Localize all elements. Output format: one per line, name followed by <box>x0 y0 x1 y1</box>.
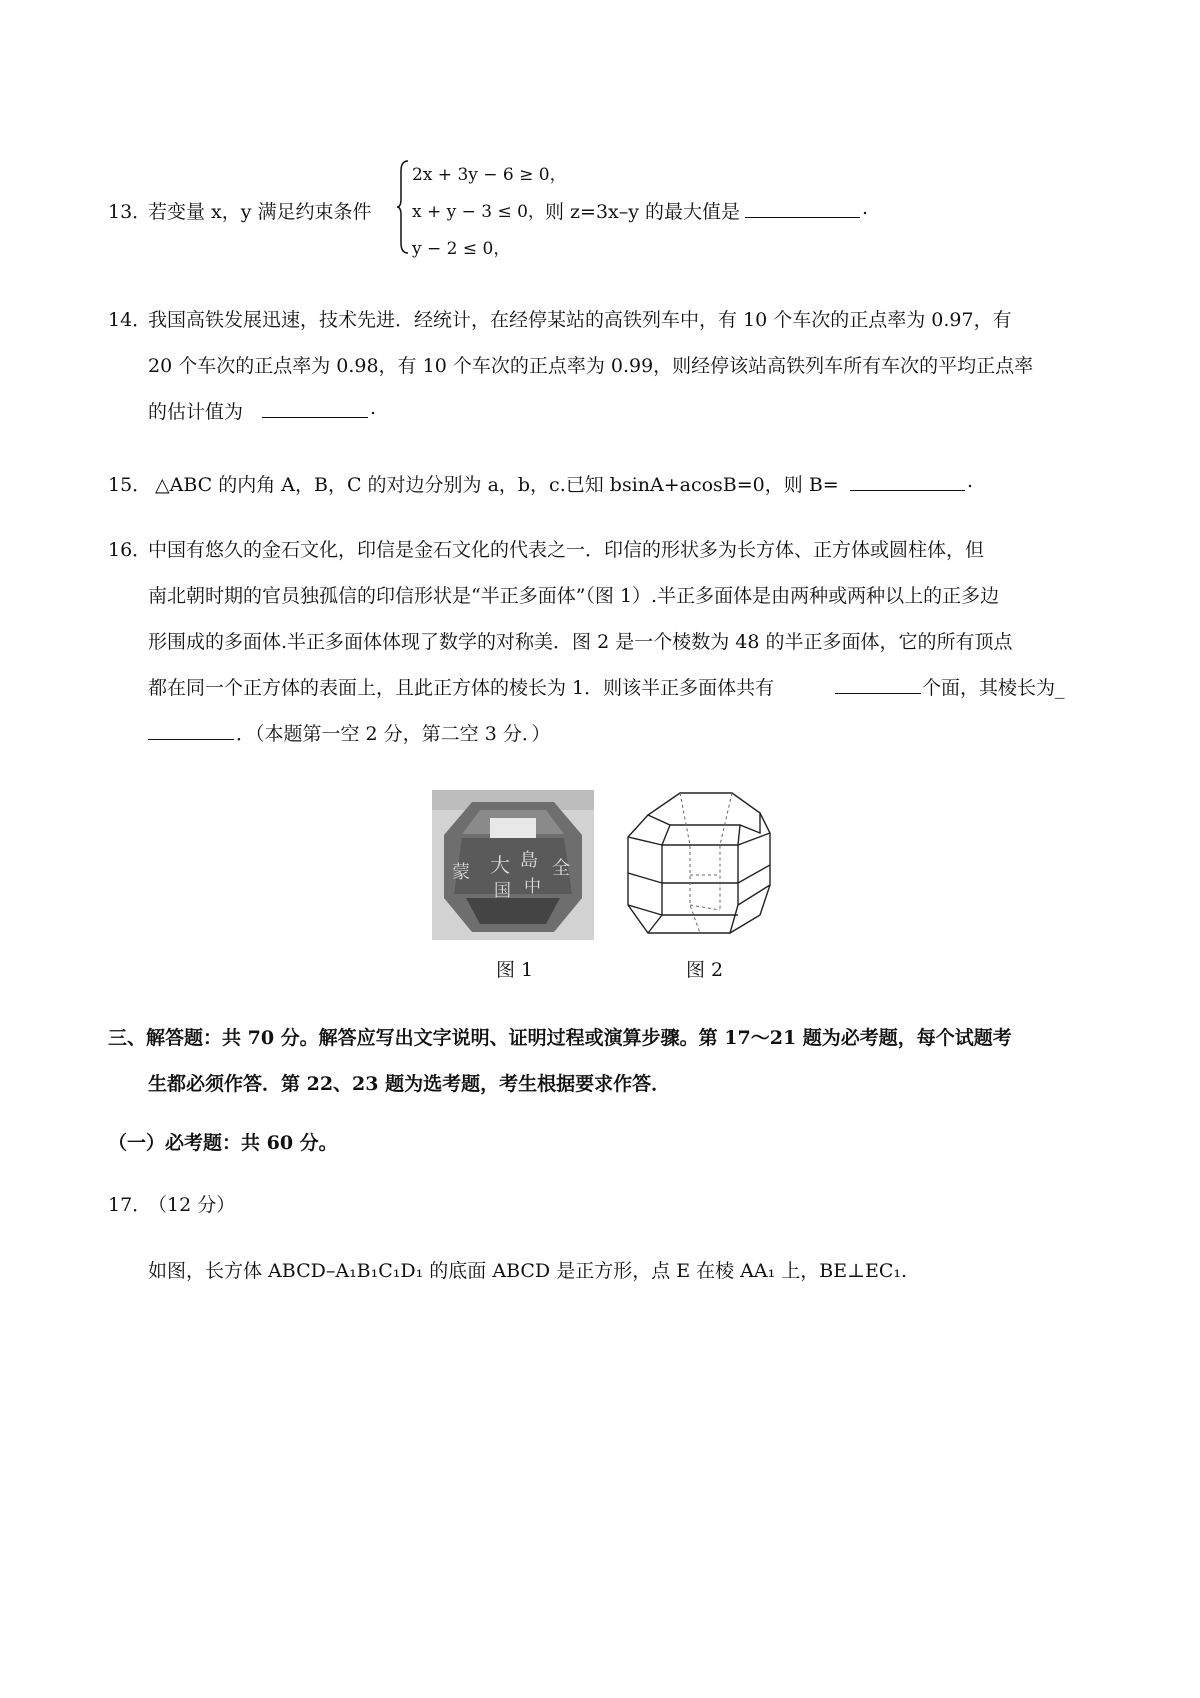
question-line: 形围成的多面体.半正多面体体现了数学的对称美．图 2 是一个棱数为 48 的半正多面体，它的所有顶点 <box>148 631 1013 653</box>
question-line: 都在同一个正方体的表面上，且此正方体的棱长为 1．则该半正多面体共有 <box>148 677 775 699</box>
question-number: 17． <box>108 1194 152 1216</box>
question-line: 我国高铁发展迅速，技术先进．经统计，在经停某站的高铁列车中，有 10 个车次的正点率为 0.97，有 <box>148 309 1012 331</box>
question-text: 则 z=3x–y 的最大值是 <box>545 201 741 223</box>
polyhedron-figure <box>620 785 780 945</box>
question-number: 13． <box>108 201 152 223</box>
question-number: 14． <box>108 309 152 331</box>
seal-char: 国 <box>494 881 511 901</box>
question-line: 南北朝时期的官员独孤信的印信形状是“半正多面体”（图 1）.半正多面体是由两种或两种以上的正多边 <box>148 585 1000 607</box>
question-line: 的估计值为 <box>148 401 244 423</box>
constraint-3: y − 2 ≤ 0， <box>412 239 511 259</box>
period: . <box>370 397 377 419</box>
figure-1-caption: 图 1 <box>496 959 534 981</box>
section-line: 生都必须作答．第 22、23 题为选考题，考生根据要求作答． <box>148 1073 671 1095</box>
answer-blank[interactable] <box>262 416 368 418</box>
question-line: 20 个车次的正点率为 0.98，有 10 个车次的正点率为 0.99，则经停该站高铁列车所有车次的平均正点率 <box>148 355 1034 377</box>
section-line: 三、解答题：共 70 分。解答应写出文字说明、证明过程或演算步骤。第 17～21 题为必考题，每个试题考 <box>108 1027 1012 1049</box>
question-number: 16． <box>108 539 152 561</box>
seal-char: 全 <box>552 858 570 879</box>
part-1-heading: （一）必考题：共 60 分。 <box>108 1132 338 1154</box>
constraint-1: 2x + 3y − 6 ≥ 0， <box>412 165 567 185</box>
question-text: △ABC 的内角 A，B，C 的对边分别为 a，b，c.已知 bsinA+acosB=0，则 B= <box>155 474 839 496</box>
question-line: 中国有悠久的金石文化，印信是金石文化的代表之一．印信的形状多为长方体、正方体或圆柱体，但 <box>148 539 985 561</box>
answer-blank-faces[interactable] <box>835 692 921 694</box>
seal-photo-figure <box>432 790 594 940</box>
question-line: ．（本题第一空 2 分，第二空 3 分．） <box>236 723 551 745</box>
seal-char: 中 <box>524 877 541 897</box>
question-line: 个面，其棱长为_ <box>922 677 1065 699</box>
answer-blank[interactable] <box>850 489 965 491</box>
seal-char: 蒙 <box>452 862 470 883</box>
question-text: 若变量 x，y 满足约束条件 <box>148 201 372 223</box>
question-text: 如图，长方体 ABCD–A₁B₁C₁D₁ 的底面 ABCD 是正方形，点 E 在棱 AA₁ 上，BE⊥EC₁. <box>148 1260 908 1282</box>
seal-char: 島 <box>520 850 538 871</box>
constraint-2: x + y − 3 ≤ 0， <box>412 202 545 222</box>
seal-char: 大 <box>490 853 510 877</box>
period: . <box>862 197 869 219</box>
answer-blank[interactable] <box>745 216 860 218</box>
period: . <box>967 470 974 492</box>
answer-blank-edge[interactable] <box>148 738 234 740</box>
left-brace-icon <box>396 159 410 255</box>
question-score: （12 分） <box>148 1194 236 1216</box>
question-number: 15． <box>108 474 152 496</box>
figure-2-caption: 图 2 <box>686 959 724 981</box>
